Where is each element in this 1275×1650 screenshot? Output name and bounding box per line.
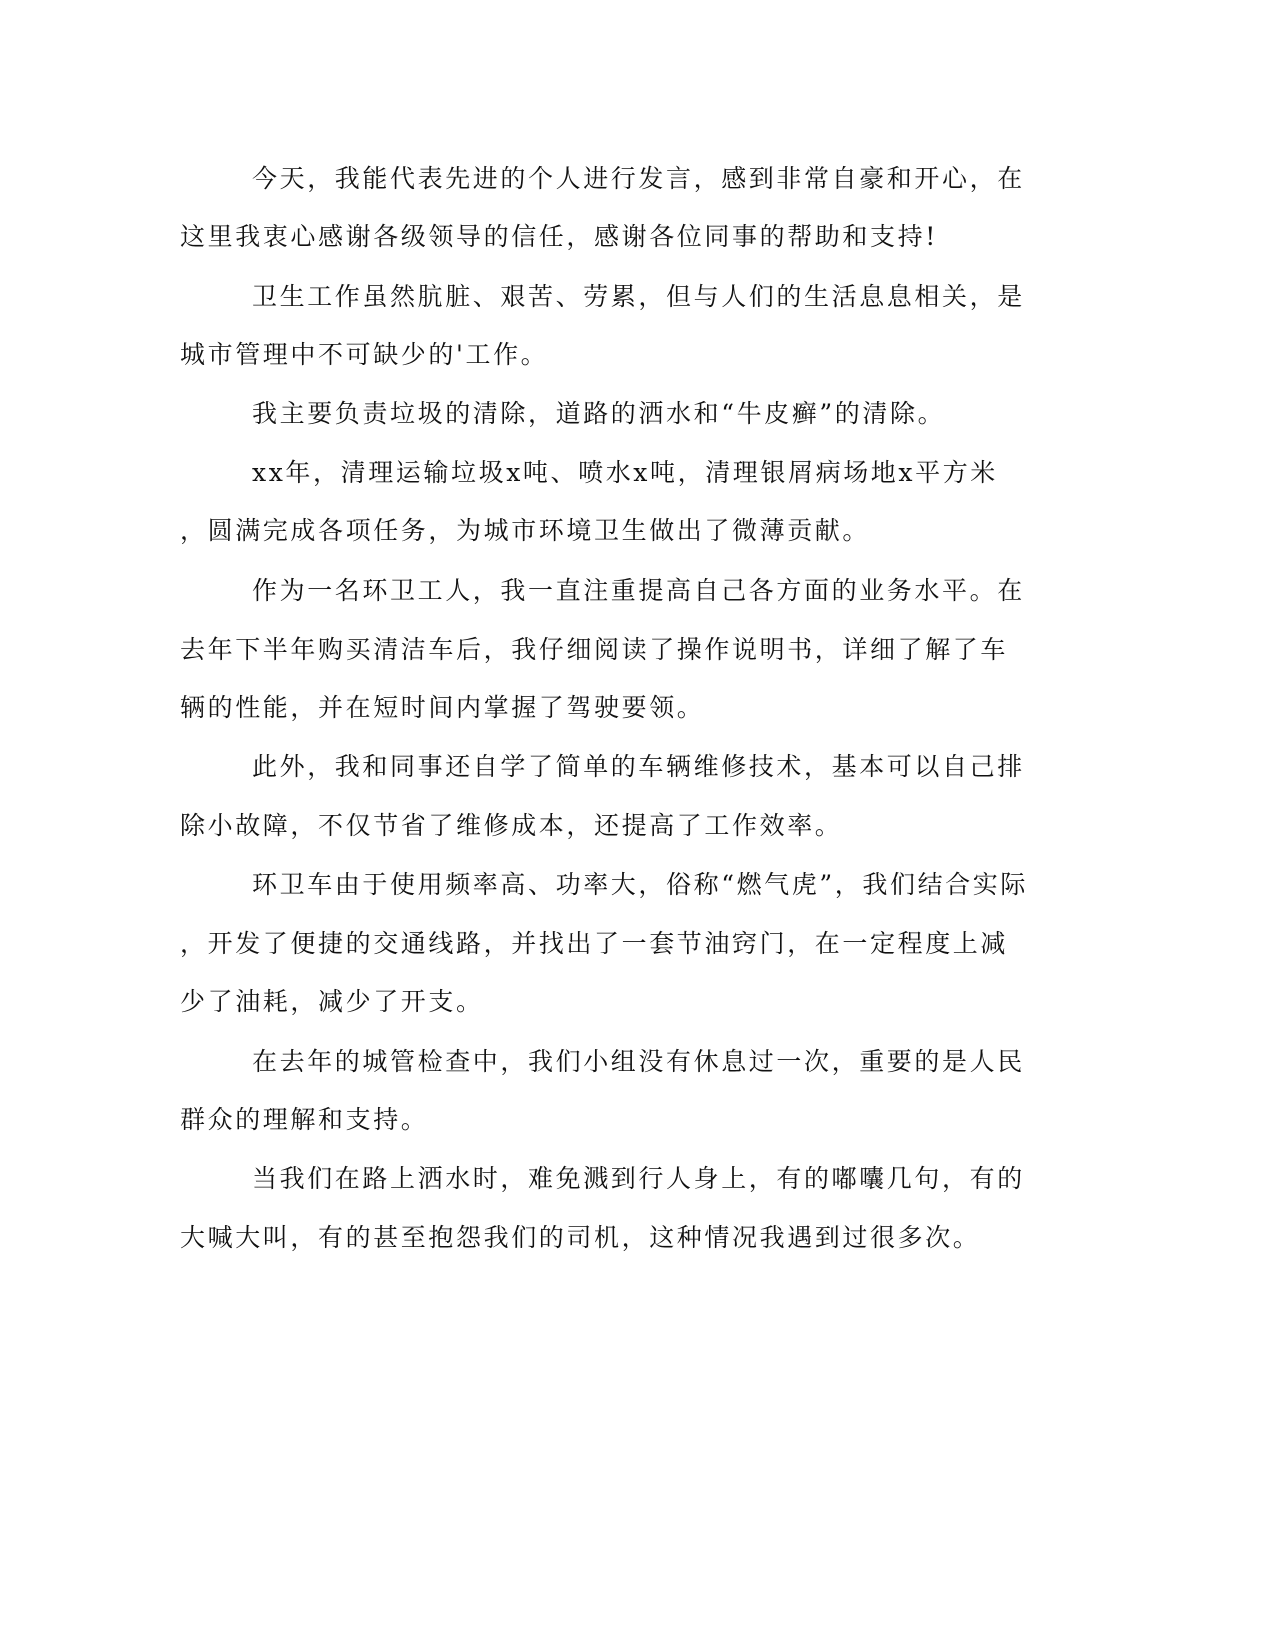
paragraph-9-line-2: 大喊大叫，有的甚至抱怨我们的司机，这种情况我遇到过很多次。 [180,1223,981,1252]
paragraph-2-line-2: 城市管理中不可缺少的'工作。 [180,340,549,369]
paragraph-9-line-1: 当我们在路上洒水时，难免溅到行人身上，有的嘟囔几句，有的 [252,1164,1025,1193]
paragraph-7-line-3: 少了油耗，减少了开支。 [180,987,484,1016]
paragraph-7-line-1: 环卫车由于使用频率高、功率大，俗称“燃气虎”，我们结合实际 [252,870,1028,899]
paragraph-1-line-1: 今天，我能代表先进的个人进行发言，感到非常自豪和开心，在 [252,164,1025,193]
paragraph-5-line-3: 辆的性能，并在短时间内掌握了驾驶要领。 [180,693,705,722]
paragraph-6-line-2: 除小故障，不仅节省了维修成本，还提高了工作效率。 [180,811,843,840]
paragraph-2-line-1: 卫生工作虽然肮脏、艰苦、劳累，但与人们的生活息息相关，是 [252,282,1025,311]
paragraph-4-line-2: ，圆满完成各项任务，为城市环境卫生做出了微薄贡献。 [180,516,871,545]
paragraph-1-line-2: 这里我衷心感谢各级领导的信任，感谢各位同事的帮助和支持! [180,222,938,251]
paragraph-7-line-2: ，开发了便捷的交通线路，并找出了一套节油窍门，在一定程度上减 [180,929,1009,958]
paragraph-6-line-1: 此外，我和同事还自学了简单的车辆维修技术，基本可以自己排 [252,752,1025,781]
paragraph-5-line-2: 去年下半年购买清洁车后，我仔细阅读了操作说明书，详细了解了车 [180,635,1009,664]
paragraph-5-line-1: 作为一名环卫工人，我一直注重提高自己各方面的业务水平。在 [252,576,1025,605]
paragraph-4-line-1: xx年，清理运输垃圾x吨、喷水x吨，清理银屑病场地x平方米 [252,458,998,487]
paragraph-8-line-2: 群众的理解和支持。 [180,1105,429,1134]
paragraph-3-line-1: 我主要负责垃圾的清除，道路的洒水和“牛皮癣”的清除。 [252,399,946,428]
paragraph-8-line-1: 在去年的城管检查中，我们小组没有休息过一次，重要的是人民 [252,1047,1025,1076]
